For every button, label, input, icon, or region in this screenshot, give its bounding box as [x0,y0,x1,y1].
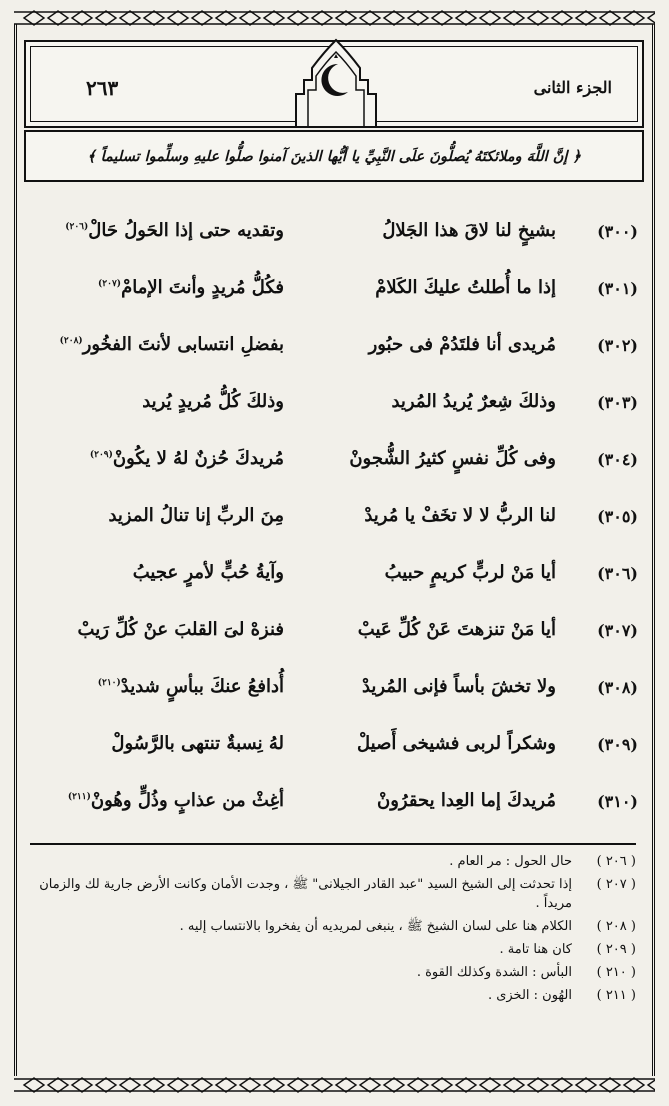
chain-link [576,11,596,25]
poem-line-number: (٣٠٣) [597,393,638,412]
chain-link [528,1078,548,1092]
poem-line [24,438,644,490]
poem-second-hemistich-text: أغِثْ من عذابٍ وذُلٍّ وهُونْ [90,790,284,811]
chain-link [192,1078,212,1092]
poem-second-hemistich [22,562,284,583]
footnote-text: البأس : الشدة وكذلك القوة . [416,965,572,980]
chain-link [216,11,236,25]
chain-link [360,11,380,25]
poem-line-number: (٣٠٩) [597,735,638,754]
poem-second-hemistich-text: وذلكَ كُلُّ مُريدٍ يُريد [142,391,284,412]
poem-line-number: (٣٠٦) [597,564,638,583]
poem-line-number: (٣٠٢) [597,336,638,355]
footnote-text: الهُون : الخزى . [487,988,572,1003]
chain-link [336,1078,356,1092]
poem-second-hemistich [22,448,284,469]
bottom-chain-ornament [14,1075,655,1095]
chain-link [384,1078,404,1092]
chain-link [120,1078,140,1092]
footnote-item [30,875,636,913]
poem-line-number: (٣٠٧) [597,621,638,640]
footnote-item [30,963,636,982]
poem-line [24,780,644,832]
poem-second-hemistich [22,391,284,412]
poem-second-hemistich [22,505,284,526]
chain-link [312,11,332,25]
chain-link [360,1078,380,1092]
poem-second-hemistich [22,790,284,811]
poem-line [24,666,644,718]
poem-second-hemistich [22,733,284,754]
chain-link [144,11,164,25]
footnote-text: كان هنا تامة . [499,942,572,957]
poem-first-hemistich: أيا مَنْ تنزهتَ عَنْ كُلِّ عَيبْ [357,619,556,640]
poem-first-hemistich: لنا الربُّ لا لا تخَفْ يا مُريدْ [364,505,556,526]
chain-link [624,1078,644,1092]
poem-first-hemistich: ولا تخشَ بأساً فإنى المُريدْ [361,676,556,697]
quran-verse-text: ﴿ إنَّ اللَّهَ وملائكتَهُ يُصلُّونَ علَى النَّبِيِّ يا أيُّها الذينَ آمنوا صلُّوا عليهِ وسلِّموا تسليماً ﴾ [87,147,581,165]
chain-link [552,11,572,25]
poem-line-number: (٣٠١) [597,279,638,298]
quran-verse-banner [24,130,644,182]
chain-link [24,11,44,25]
poem-line [24,381,644,433]
poem-second-hemistich-text: بفضلِ انتسابى لأنتَ الفخُور [82,334,284,355]
footnote-item [30,917,636,936]
footnote-reference[interactable]: (٢٠٦) [65,222,89,232]
chain-link [288,1078,308,1092]
chain-link [432,11,452,25]
poem-first-hemistich: وفى كُلِّ نفسٍ كثيرُ الشُّجونْ [349,448,556,469]
footnote-number: ( ٢٠٦ ) [596,854,636,869]
poem-second-hemistich [22,676,284,697]
chain-link [480,1078,500,1092]
part-label: الجزء الثانى [533,78,612,97]
chain-link [480,11,500,25]
footnote-text: الكلام هنا على لسان الشيخ ﷺ ، ينبغى لمريديه أن يفخروا بالانتساب إليه . [179,919,572,934]
poem-line-number: (٣٠٥) [597,507,638,526]
footnote-item [30,940,636,959]
poem-second-hemistich-text: فنزهْ لىَ القلبَ عنْ كُلِّ رَيبْ [77,619,284,640]
poem-line-number: (٣٠٤) [597,450,638,469]
poem-line [24,210,644,262]
poem-second-hemistich-text: مُريدكَ حُزنٌ لهُ لا يكُونْ [112,448,284,469]
chain-link [456,11,476,25]
poem-line-number: (٣٠٠) [597,222,638,241]
chain-link [600,11,620,25]
chain-link [336,11,356,25]
poem-second-hemistich-text: وتقديه حتى إذا الحَولُ حَالْ [88,220,284,241]
poem-first-hemistich: مُريدكَ إما العِدا يحقرُونْ [377,790,556,811]
poem-line [24,609,644,661]
chain-link [72,11,92,25]
page-number: ٢٦٣ [86,76,119,100]
chain-link [456,1078,476,1092]
footnote-reference[interactable]: (٢٠٨) [59,336,83,346]
footnote-item [30,852,636,871]
poem-first-hemistich: أيا مَنْ لربٍّ كريمٍ حبيبُ [384,562,556,583]
poem-first-hemistich: مُريدى أنا فلتَدُمْ فى حبُور [368,334,556,355]
footnote-reference[interactable]: (٢٠٧) [98,279,122,289]
chain-link [144,1078,164,1092]
poem-first-hemistich: إذا ما أُطلتُ عليكَ الكَلامْ [375,277,556,298]
footnote-number: ( ٢٠٩ ) [596,942,636,957]
poem-first-hemistich: وشكراً لربى فشيخى أَصيلْ [357,733,556,754]
poem-second-hemistich-text: لهُ نِسبةٌ تنتهى بالرَّسُولْ [111,733,284,754]
chain-link [192,11,212,25]
poem-first-hemistich: بشيخٍ لنا لاقَ هذا الجَلالُ [382,220,556,241]
chain-link [576,1078,596,1092]
crescent-mihrab-icon [286,28,386,128]
footnote-reference[interactable]: (٢١٠) [97,678,121,688]
poem-line-number: (٣٠٨) [597,678,638,697]
poem-second-hemistich [22,334,284,355]
poem-line-number: (٣١٠) [597,792,638,811]
chain-link [168,11,188,25]
footnote-number: ( ٢١١ ) [596,988,636,1003]
chain-link [168,1078,188,1092]
poem-second-hemistich [22,220,284,241]
chain-link [24,1078,44,1092]
footnote-separator [30,843,636,845]
chain-link [648,11,655,25]
chain-link [600,1078,620,1092]
chain-link [432,1078,452,1092]
chain-link [408,11,428,25]
chain-link [528,11,548,25]
chain-link [648,1078,655,1092]
poem-second-hemistich [22,277,284,298]
chain-link [240,1078,260,1092]
footnote-item [30,986,636,1005]
footnote-reference[interactable]: (٢١١) [67,792,91,802]
chain-link [552,1078,572,1092]
chain-link [48,1078,68,1092]
chain-link [504,1078,524,1092]
poem-second-hemistich [22,619,284,640]
footnote-text: إذا تحدثت إلى الشيخ السيد "عبد القادر الجيلانى" ﷺ ، وجدت الأمان وكانت الأرض جارية لك والزمان مريداً . [39,877,572,911]
poem-line [24,324,644,376]
chain-link [264,1078,284,1092]
chain-link [288,11,308,25]
chain-link [120,11,140,25]
chain-link [216,1078,236,1092]
poem-line [24,552,644,604]
chain-link [264,11,284,25]
poem-line [24,267,644,319]
chain-link [96,11,116,25]
chain-link [48,11,68,25]
poem-first-hemistich: وذلكَ شِعرٌ يُريدُ المُريد [391,391,556,412]
chain-link [72,1078,92,1092]
chain-link [408,1078,428,1092]
chain-link [624,11,644,25]
poem-line [24,723,644,775]
footnote-number: ( ٢٠٧ ) [596,877,636,892]
chain-link [504,11,524,25]
chain-link [384,11,404,25]
footnote-reference[interactable]: (٢٠٩) [89,450,113,460]
footnote-number: ( ٢٠٨ ) [596,919,636,934]
poem-line [24,495,644,547]
poem-second-hemistich-text: وآيةُ حُبٍّ لأمرٍ عجيبُ [132,562,284,583]
footnotes-block [30,852,636,1009]
chain-link [312,1078,332,1092]
poem-second-hemistich-text: مِنَ الربِّ إنا تنالُ المزيد [108,505,284,526]
poem-second-hemistich-text: فكُلُّ مُريدٍ وأنتَ الإمامْ [121,277,284,298]
chain-link [96,1078,116,1092]
footnote-text: حال الحول : مر العام . [449,854,572,869]
poem-second-hemistich-text: أُدافعُ عنكَ ببأسٍ شديدْ [120,676,284,697]
footnote-number: ( ٢١٠ ) [596,965,636,980]
chain-link [240,11,260,25]
